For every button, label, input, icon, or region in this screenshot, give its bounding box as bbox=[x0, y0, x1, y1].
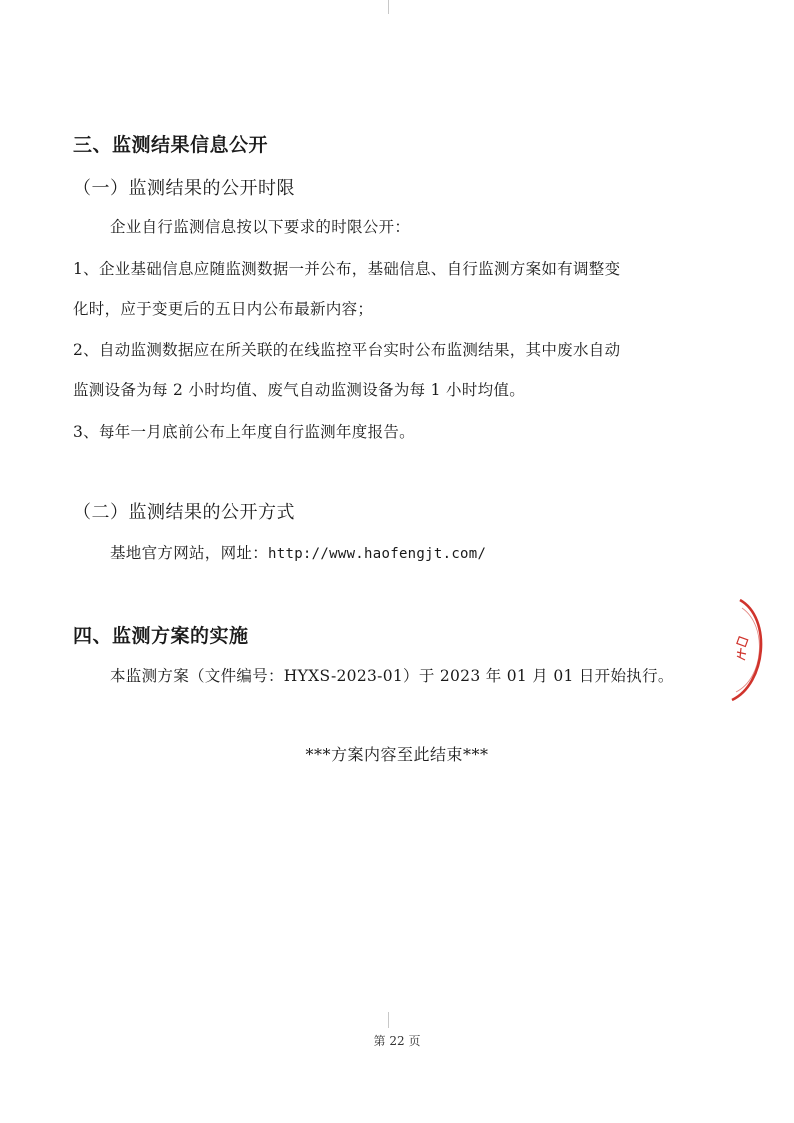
website-url[interactable]: http://www.haofengjt.com/ bbox=[268, 546, 487, 562]
implementation-paragraph: 本监测方案（文件编号：HYXS-2023-01）于 2023 年 01 月 01 日开始执行。 bbox=[110, 667, 674, 685]
section3-heading: 三、监测结果信息公开 bbox=[73, 134, 269, 156]
item3-line: 3、每年一月底前公布上年度自行监测年度报告。 bbox=[73, 423, 415, 441]
red-seal-stamp bbox=[728, 596, 788, 706]
item2-line1: 2、自动监测数据应在所关联的在线监控平台实时公布监测结果，其中废水自动 bbox=[73, 341, 621, 359]
scan-mark bbox=[388, 0, 389, 14]
item2-line2: 监测设备为每 2 小时均值、废气自动监测设备为每 1 小时均值。 bbox=[73, 381, 526, 399]
subsection1-heading: （一）监测结果的公开时限 bbox=[73, 178, 295, 199]
scan-mark bbox=[388, 1012, 389, 1028]
website-paragraph bbox=[110, 541, 486, 563]
page-number: 第 22 页 bbox=[373, 1034, 421, 1048]
intro-paragraph: 企业自行监测信息按以下要求的时限公开： bbox=[110, 218, 411, 236]
website-label: 基地官方网站，网址： bbox=[110, 544, 269, 562]
item1-line2: 化时，应于变更后的五日内公布最新内容； bbox=[73, 300, 374, 318]
subsection2-heading: （二）监测结果的公开方式 bbox=[73, 502, 295, 523]
end-of-document-marker: ***方案内容至此结束*** bbox=[305, 745, 489, 764]
section4-heading: 四、监测方案的实施 bbox=[73, 625, 249, 647]
item1-line1: 1、企业基础信息应随监测数据一并公布，基础信息、自行监测方案如有调整变 bbox=[73, 260, 621, 278]
